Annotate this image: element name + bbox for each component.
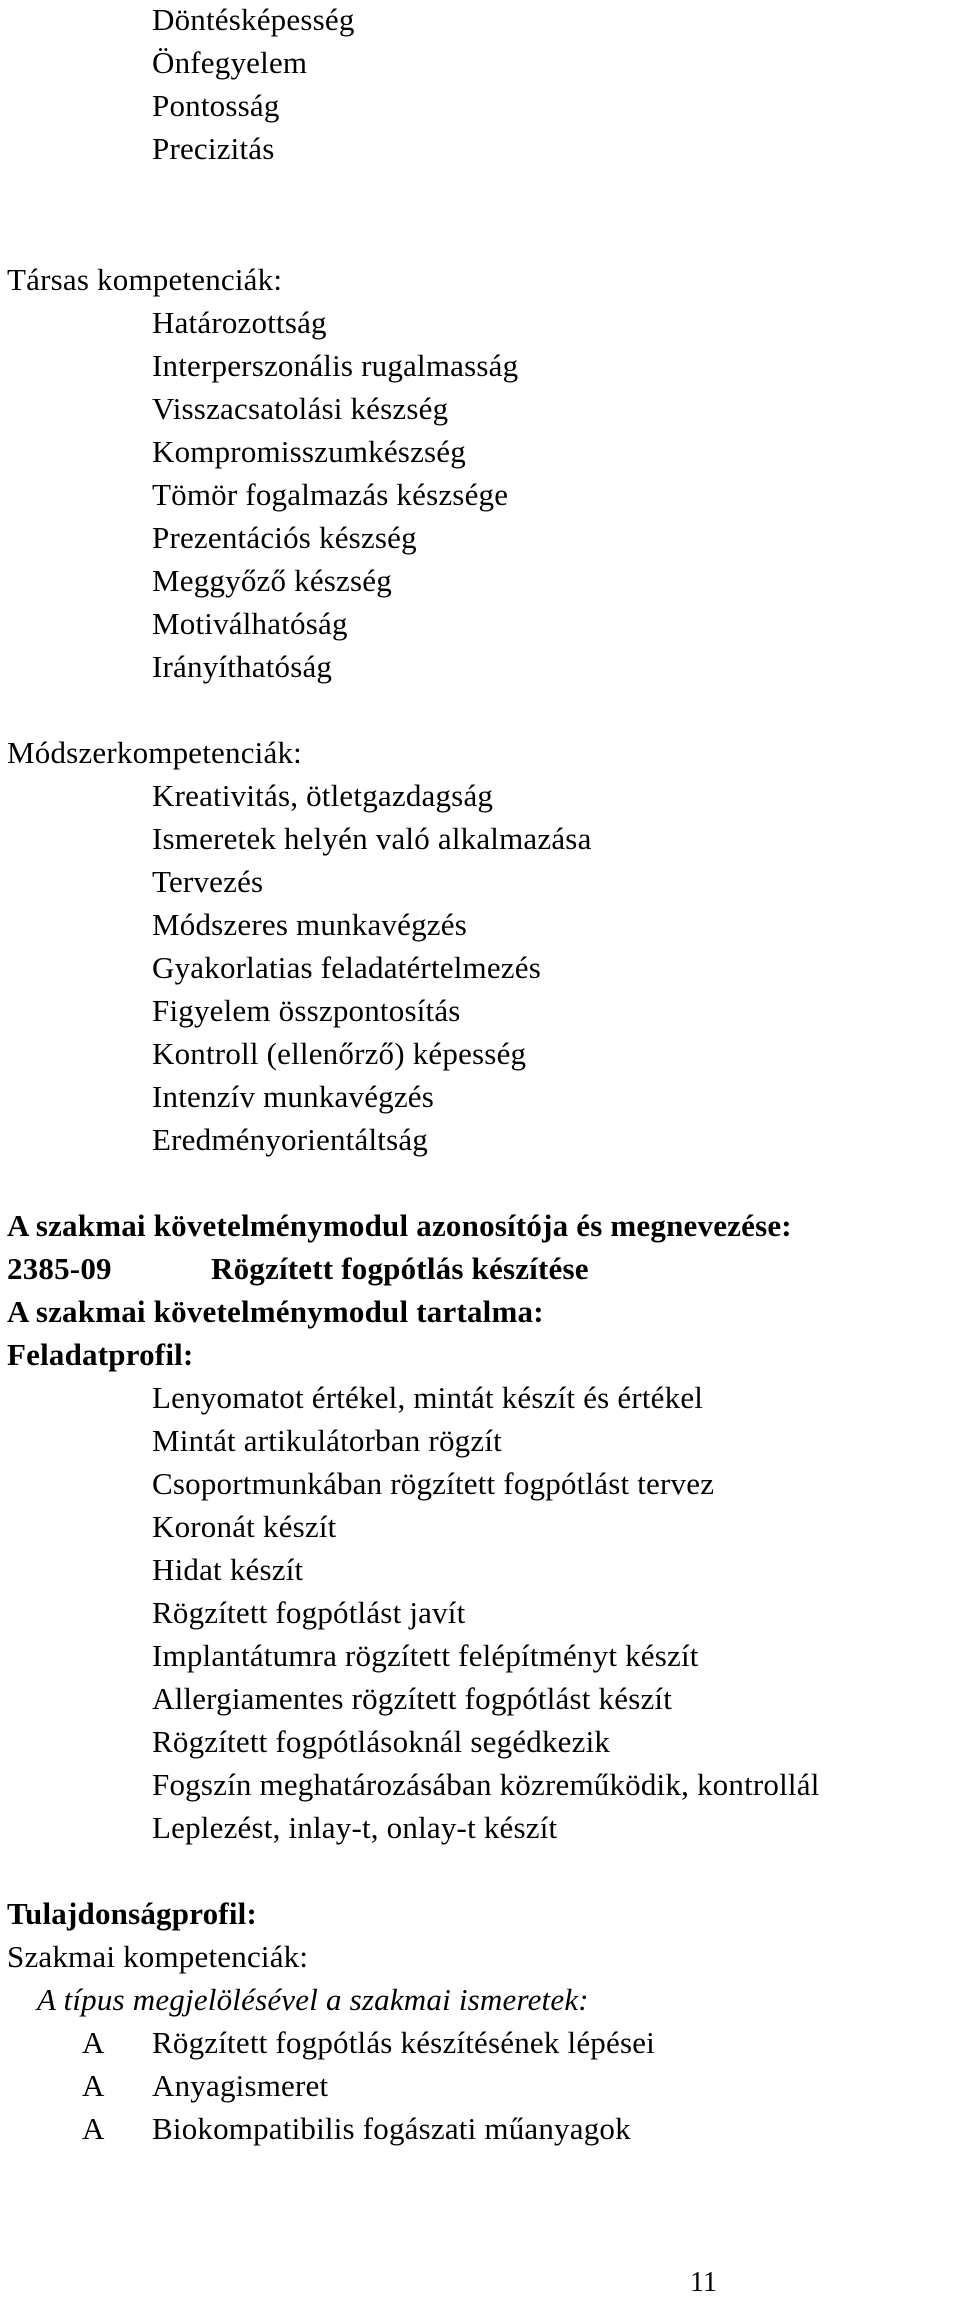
task-item: Lenyomatot értékel, mintát készít és értékel: [152, 1380, 704, 1415]
module-code: 2385-09: [7, 1251, 112, 1286]
module-id-heading: A szakmai követelménymodul azonosítója és megnevezése:: [7, 1208, 792, 1243]
list-item: Tervezés: [152, 864, 264, 899]
task-item: Implantátumra rögzített felépítményt készít: [152, 1638, 699, 1673]
list-item: Tömör fogalmazás készsége: [152, 477, 509, 512]
task-item: Hidat készít: [152, 1552, 304, 1587]
list-item: Interperszonális rugalmasság: [152, 348, 519, 383]
list-item: Visszacsatolási készség: [152, 391, 449, 426]
list-item: Kompromisszumkészség: [152, 434, 466, 469]
task-item: Rögzített fogpótlást javít: [152, 1595, 466, 1630]
knowledge-type: A: [82, 2068, 105, 2103]
module-content-heading: A szakmai követelménymodul tartalma:: [7, 1294, 544, 1329]
list-item: Önfegyelem: [152, 45, 308, 80]
knowledge-item: Biokompatibilis fogászati műanyagok: [152, 2111, 631, 2146]
list-item: Intenzív munkavégzés: [152, 1079, 435, 1114]
section-heading-social: Társas kompetenciák:: [7, 262, 283, 297]
list-item: Ismeretek helyén való alkalmazása: [152, 821, 592, 856]
list-item: Motiválhatóság: [152, 606, 348, 641]
list-item: Eredményorientáltság: [152, 1122, 429, 1157]
list-item: Kreativitás, ötletgazdagság: [152, 778, 494, 813]
list-item: Módszeres munkavégzés: [152, 907, 467, 942]
task-item: Allergiamentes rögzített fogpótlást készít: [152, 1681, 673, 1716]
list-item: Figyelem összpontosítás: [152, 993, 461, 1028]
knowledge-item: Anyagismeret: [152, 2068, 329, 2103]
list-item: Kontroll (ellenőrző) képesség: [152, 1036, 527, 1071]
page-number: 11: [690, 2267, 717, 2298]
module-name: Rögzített fogpótlás készítése: [211, 1251, 589, 1286]
task-item: Koronát készít: [152, 1509, 337, 1544]
knowledge-item: Rögzített fogpótlás készítésének lépései: [152, 2025, 655, 2060]
list-item: Meggyőző készség: [152, 563, 392, 598]
list-item: Pontosság: [152, 88, 280, 123]
task-item: Leplezést, inlay-t, onlay-t készít: [152, 1810, 558, 1845]
task-item: Rögzített fogpótlásoknál segédkezik: [152, 1724, 611, 1759]
list-item: Prezentációs készség: [152, 520, 417, 555]
task-item: Fogszín meghatározásában közreműködik, kontrollál: [152, 1767, 820, 1802]
list-item: Gyakorlatias feladatértelmezés: [152, 950, 541, 985]
type-note: A típus megjelölésével a szakmai ismeretek:: [37, 1982, 589, 2017]
task-item: Mintát artikulátorban rögzít: [152, 1423, 502, 1458]
knowledge-type: A: [82, 2025, 105, 2060]
knowledge-type: A: [82, 2111, 105, 2146]
list-item: Határozottság: [152, 305, 327, 340]
list-item: Irányíthatóság: [152, 649, 333, 684]
section-heading-method: Módszerkompetenciák:: [7, 735, 302, 770]
professional-competences-heading: Szakmai kompetenciák:: [7, 1939, 309, 1974]
list-item: Precizitás: [152, 131, 275, 166]
list-item: Döntésképesség: [152, 2, 355, 37]
task-profile-heading: Feladatprofil:: [7, 1337, 194, 1372]
property-profile-heading: Tulajdonságprofil:: [7, 1896, 257, 1931]
task-item: Csoportmunkában rögzített fogpótlást tervez: [152, 1466, 715, 1501]
